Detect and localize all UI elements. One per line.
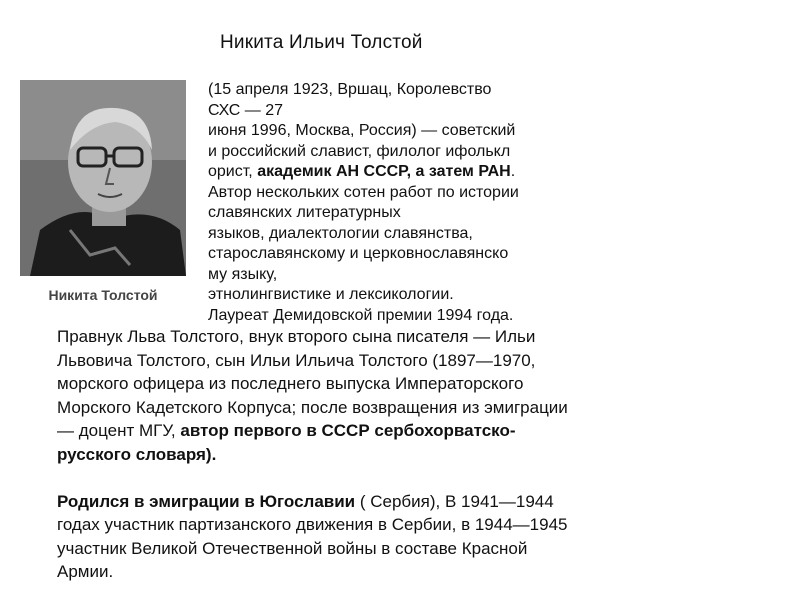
- bio-line: орист, академик АН СССР, а затем РАН.: [208, 163, 516, 180]
- bio-line: славянских литературных: [208, 204, 401, 221]
- bio-line: му языку,: [208, 265, 278, 283]
- bio-line: этнолингвистике и лексикологии.: [208, 286, 454, 303]
- main-line: — доцент МГУ, автор первого в СССР сербохорватско-: [57, 421, 516, 440]
- main-line: годах участник партизанского движения в Сербии, в 1944—1945: [57, 515, 568, 534]
- main-line: морского офицера из последнего выпуска Императорского: [57, 374, 524, 393]
- main-line: Морского Кадетского Корпуса; после возвращения из эмиграции: [57, 397, 568, 417]
- page-title: Никита Ильич Толстой: [220, 32, 423, 53]
- main-line: Львовича Толстого, сын Ильи Ильича Толстого (1897—1970,: [57, 350, 536, 370]
- bio-line: и российский славист, филолог ифолькл: [208, 142, 511, 160]
- bio-line: Лауреат Демидовской премии 1994 года.: [208, 306, 514, 324]
- portrait-photo: [20, 80, 186, 276]
- bio-line: старославянскому и церковнославянско: [208, 245, 509, 262]
- main-line: участник Великой Отечественной войны в составе Красной: [57, 538, 528, 558]
- bio-line: Автор нескольких сотен работ по истории: [208, 183, 519, 201]
- bio-line: июня 1996, Москва, Россия) — советский: [208, 122, 516, 139]
- bio-line: СХС — 27: [208, 101, 284, 119]
- main-line: Правнук Льва Толстого, внук второго сына писателя — Ильи: [57, 327, 536, 346]
- photo-caption: Никита Толстой: [48, 287, 158, 303]
- main-line: русского словаря).: [57, 444, 217, 464]
- main-line: Армии.: [57, 562, 114, 581]
- main-line: Родился в эмиграции в Югославии ( Сербия), В 1941—1944: [57, 491, 554, 511]
- bio-line: (15 апреля 1923, Вршац, Королевство: [208, 81, 492, 98]
- bio-line: языков, диалектологии славянства,: [208, 224, 473, 242]
